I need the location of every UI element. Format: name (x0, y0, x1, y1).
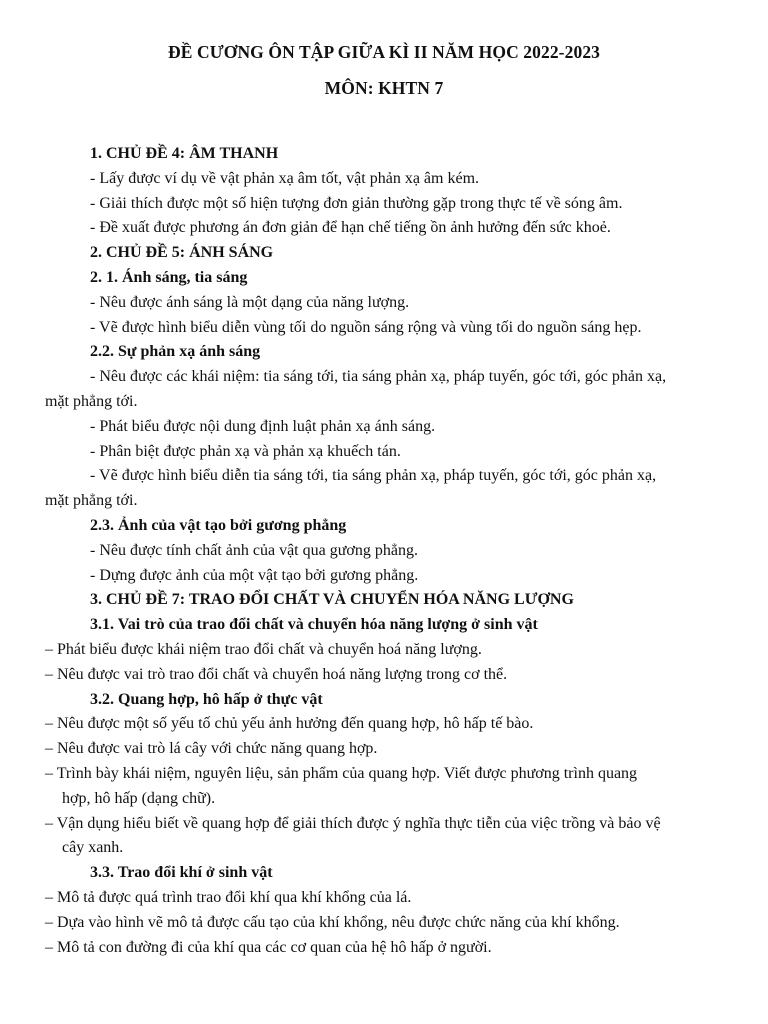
section-heading: 3. CHỦ ĐỀ 7: TRAO ĐỔI CHẤT VÀ CHUYỂN HÓA NĂNG LƯỢNG (90, 591, 574, 609)
subsection-heading: 3.1. Vai trò của trao đổi chất và chuyển hóa năng lượng ở sinh vật (90, 616, 538, 634)
list-item: – Nêu được vai trò trao đổi chất và chuyển hoá năng lượng trong cơ thể. (45, 665, 508, 683)
document-title: ĐỀ CƯƠNG ÔN TẬP GIỮA KÌ II NĂM HỌC 2022-2023 (167, 42, 601, 62)
subsection-heading: 2.2. Sự phản xạ ánh sáng (90, 343, 261, 361)
list-item-continuation: hợp, hô hấp (dạng chữ). (62, 789, 216, 807)
list-item: – Mô tả con đường đi của khí qua các cơ quan của hệ hô hấp ở người. (45, 938, 492, 956)
list-item: - Giải thích được một số hiện tượng đơn giản thường gặp trong thực tế về sóng âm. (90, 194, 623, 212)
list-item: – Trình bày khái niệm, nguyên liệu, sản phẩm của quang hợp. Viết được phương trình quang (45, 764, 638, 782)
list-item: - Vẽ được hình biểu diễn tia sáng tới, tia sáng phản xạ, pháp tuyến, góc tới, góc phản xạ, (90, 467, 657, 485)
document-body (45, 142, 735, 960)
list-item: - Phân biệt được phản xạ và phản xạ khuếch tán. (90, 442, 401, 460)
list-item: – Phát biểu được khái niệm trao đổi chất và chuyển hoá năng lượng. (45, 640, 482, 658)
list-item-continuation: mặt phẳng tới. (45, 492, 138, 510)
list-item-continuation: mặt phẳng tới. (45, 392, 138, 410)
list-item: - Dựng được ảnh của một vật tạo bởi gương phẳng. (90, 566, 419, 584)
subsection-heading: 2. 1. Ánh sáng, tia sáng (90, 268, 248, 286)
list-item: - Đề xuất được phương án đơn giản để hạn chế tiếng ồn ảnh hưởng đến sức khoẻ. (90, 219, 611, 237)
section-heading: 2. CHỦ ĐỀ 5: ÁNH SÁNG (90, 244, 274, 262)
list-item: - Phát biểu được nội dung định luật phản xạ ánh sáng. (90, 417, 436, 435)
list-item: – Mô tả được quá trình trao đổi khí qua khí khổng của lá. (45, 888, 412, 906)
list-item-continuation: cây xanh. (62, 839, 124, 857)
subsection-heading: 2.3. Ảnh của vật tạo bởi gương phẳng (90, 516, 347, 534)
document-subject: MÔN: KHTN 7 (324, 78, 444, 98)
list-item: – Dựa vào hình vẽ mô tả được cấu tạo của khí khổng, nêu được chức năng của khí khổng. (45, 913, 620, 931)
subsection-heading: 3.3. Trao đổi khí ở sinh vật (90, 864, 273, 882)
list-item: – Nêu được vai trò lá cây với chức năng quang hợp. (45, 740, 378, 758)
list-item: - Nêu được các khái niệm: tia sáng tới, tia sáng phản xạ, pháp tuyến, góc tới, góc phản xạ, (90, 368, 667, 386)
list-item: – Nêu được một số yếu tố chủ yếu ảnh hưởng đến quang hợp, hô hấp tế bào. (45, 715, 534, 733)
list-item: - Nêu được ánh sáng là một dạng của năng lượng. (90, 293, 410, 311)
section-heading: 1. CHỦ ĐỀ 4: ÂM THANH (90, 145, 279, 162)
list-item: - Nêu được tính chất ảnh của vật qua gương phẳng. (90, 541, 418, 559)
list-item: – Vận dụng hiểu biết về quang hợp để giải thích được ý nghĩa thực tiễn của việc trồng và bảo vệ (45, 814, 661, 832)
subsection-heading: 3.2. Quang hợp, hô hấp ở thực vật (90, 690, 323, 708)
list-item: - Vẽ được hình biểu diễn vùng tối do nguồn sáng rộng và vùng tối do nguồn sáng hẹp. (90, 318, 642, 336)
list-item: - Lấy được ví dụ về vật phản xạ âm tốt, vật phản xạ âm kém. (90, 169, 480, 187)
